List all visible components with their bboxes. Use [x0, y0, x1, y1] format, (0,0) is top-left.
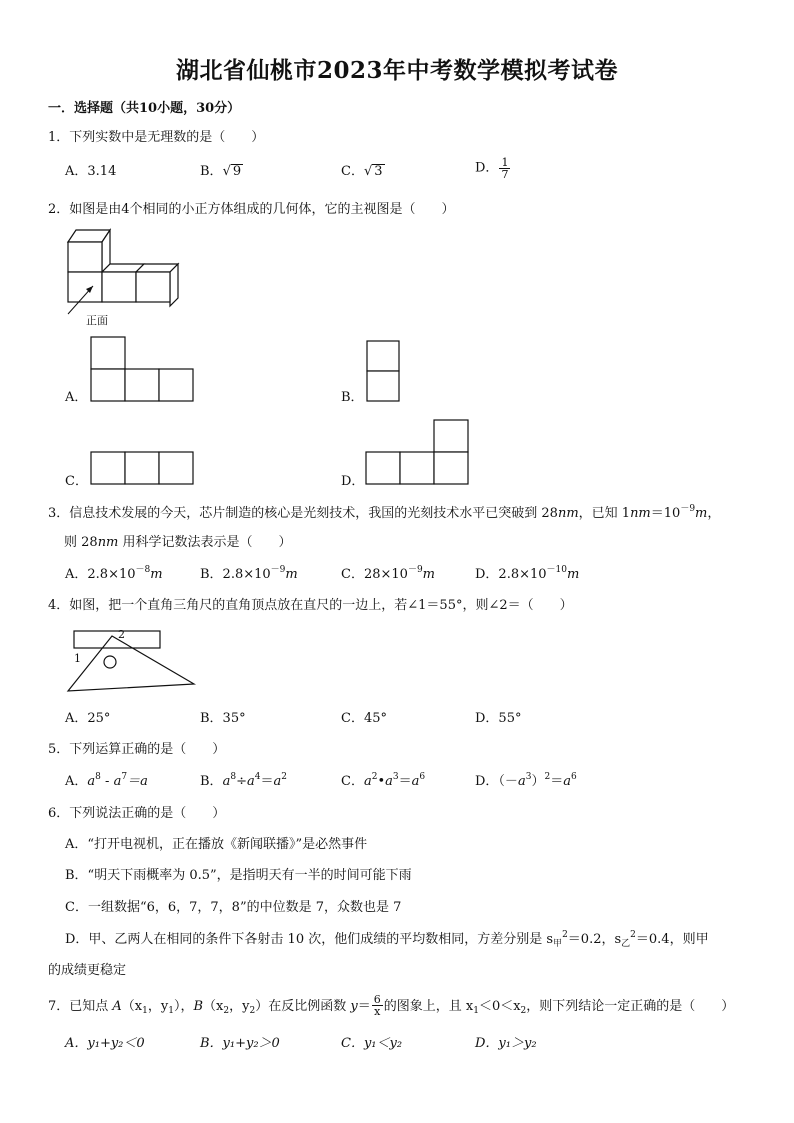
subscript: 乙	[621, 939, 631, 949]
exp: 2	[281, 772, 287, 782]
sqrt-symbol: √ 3	[363, 164, 383, 179]
q3-option-b[interactable]	[200, 567, 298, 583]
result: ＝a	[127, 774, 148, 789]
q1-option-c[interactable]	[341, 164, 385, 180]
text: ＝	[357, 999, 371, 1014]
exp: 2	[544, 772, 551, 782]
q2-3d-solid-figure	[60, 226, 190, 336]
text: ，y	[147, 999, 169, 1014]
q3-option-c[interactable]	[341, 567, 435, 583]
q7-option-a[interactable]: A．y₁+y₂＜0	[65, 1036, 145, 1051]
q2-option-b-view	[366, 341, 401, 403]
exponent: －9	[270, 565, 286, 575]
q4-stem: 4．如图，把一个直角三角尺的直角顶点放在直尺的一边上，若∠1＝55°，则∠2＝（ ）	[48, 598, 573, 613]
sqrt-symbol: √ 9	[222, 164, 242, 179]
label: D．（－	[475, 774, 518, 789]
q7-option-b[interactable]: B．y₁+y₂＞0	[200, 1036, 280, 1051]
base: D．2.8×10	[475, 567, 547, 582]
text: 用科学记数法表示是（ ）	[118, 535, 292, 550]
label: C．	[341, 774, 364, 789]
subscript: 1	[142, 1006, 148, 1016]
q2-option-c-view	[90, 451, 195, 485]
unit: nm	[97, 535, 119, 550]
text: ，则下列结论一定正确的是（ ）	[526, 999, 735, 1014]
text: ），	[173, 999, 194, 1014]
subscript: 2	[520, 1006, 527, 1016]
exponent: －10	[546, 565, 567, 575]
q1-c-radicand: 3	[374, 164, 383, 179]
text: 则 28	[64, 535, 98, 550]
q4-option-c[interactable]: C．45°	[341, 711, 387, 726]
angle-1-label: 1	[74, 652, 81, 665]
exp: 8	[95, 772, 101, 782]
var: a	[113, 774, 122, 789]
q2-option-b-label[interactable]: B．	[341, 390, 364, 405]
q4-option-d[interactable]: D．55°	[475, 711, 522, 726]
base: C．28×10	[341, 567, 408, 582]
q1-option-d[interactable]	[475, 157, 511, 180]
op: ）	[531, 774, 545, 789]
front-label: 正面	[86, 314, 108, 327]
text: D．甲、乙两人在相同的条件下各射击 10 次，他们成绩的平均数相同，方差分别是 s	[65, 932, 554, 947]
q7-option-c[interactable]: C．y₁＜y₂	[341, 1036, 403, 1051]
var: a	[273, 774, 282, 789]
subscript: 2	[249, 1006, 256, 1016]
q5-stem: 5．下列运算正确的是（ ）	[48, 742, 226, 757]
subscript: 1	[168, 1006, 174, 1016]
q6-stem: 6．下列说法正确的是（ ）	[48, 806, 226, 821]
text: ）在反比例函数	[255, 999, 351, 1014]
text: （x	[203, 999, 224, 1014]
unit: m	[695, 506, 708, 521]
text: 的图象上，且 x	[383, 999, 474, 1014]
var: a	[517, 774, 526, 789]
q5-option-d[interactable]	[475, 774, 577, 790]
numerator: 6	[373, 993, 381, 1006]
unit: m	[285, 567, 298, 582]
base: B．2.8×10	[200, 567, 271, 582]
var: a	[246, 774, 255, 789]
text: ＝0.4，则甲	[635, 932, 709, 947]
q3-stem-line2	[64, 535, 292, 551]
exponent: －8	[135, 565, 151, 575]
op: -	[100, 774, 114, 789]
q2-option-a-view	[90, 337, 195, 402]
var: y	[350, 999, 358, 1014]
point: B	[193, 999, 204, 1014]
numerator: 1	[501, 156, 509, 169]
section-heading: 一．选择题（共10小题，30分）	[48, 101, 241, 116]
q5-option-c[interactable]	[341, 774, 425, 790]
unit: m	[422, 567, 435, 582]
denominator: x	[374, 1005, 381, 1018]
text: ＝10	[650, 506, 681, 521]
q4-ruler-triangle-figure	[64, 628, 199, 694]
exp: 3	[392, 772, 399, 782]
q2-option-a-label[interactable]: A．	[65, 390, 88, 405]
text: ，	[707, 506, 721, 521]
exp: 6	[570, 772, 577, 782]
text: ，y	[229, 999, 250, 1014]
q1-option-a[interactable]: A．3.14	[65, 164, 117, 179]
op: ＝	[260, 774, 274, 789]
q6-option-a[interactable]: A．“打开电视机，正在播放《新闻联播》”是必然事件	[65, 837, 368, 852]
var: a	[222, 774, 231, 789]
unit: m	[567, 567, 580, 582]
text: ，已知 1	[578, 506, 631, 521]
q6-option-d-line2: 的成绩更稳定	[48, 963, 127, 978]
q6-option-b[interactable]: B．“明天下雨概率为 0.5”，是指明天有一半的时间可能下雨	[65, 868, 412, 883]
label: A．	[65, 774, 88, 789]
exp: 8	[230, 772, 237, 782]
fraction	[499, 157, 510, 180]
fraction	[372, 994, 383, 1017]
exp: 3	[525, 772, 532, 782]
q2-option-d-view	[366, 419, 470, 485]
var: a	[563, 774, 571, 789]
text: （x	[121, 999, 143, 1014]
q5-option-b[interactable]	[200, 774, 287, 790]
op: ÷	[236, 774, 247, 789]
q1-c-label: C．	[341, 164, 364, 179]
q7-option-d[interactable]: D．y₁＞y₂	[475, 1036, 537, 1051]
q4-option-a[interactable]: A．25°	[65, 711, 111, 726]
q7-stem	[48, 994, 734, 1017]
page-title: 湖北省仙桃市2023年中考数学模拟考试卷	[175, 57, 618, 84]
subscript: 2	[223, 1006, 230, 1016]
q3-option-a[interactable]	[65, 567, 163, 583]
q1-b-radicand: 9	[232, 164, 242, 179]
var: a	[363, 774, 372, 789]
q6-option-d-line1[interactable]	[65, 932, 709, 948]
base: A．2.8×10	[65, 567, 136, 582]
exp: 2	[371, 772, 378, 782]
angle-2-label: 2	[118, 628, 125, 641]
denominator: 7	[501, 168, 509, 181]
subscript: 1	[473, 1006, 479, 1016]
op: •	[377, 774, 386, 789]
q6-option-c[interactable]: C．一组数据“6，6，7，7，8”的中位数是 7，众数也是 7	[65, 900, 402, 915]
unit: nm	[557, 506, 579, 521]
q4-option-b[interactable]: B．35°	[200, 711, 246, 726]
label: B．	[200, 774, 223, 789]
text: ＜0＜x	[478, 999, 521, 1014]
exponent: －9	[407, 565, 423, 575]
text: ＝0.2，s	[567, 932, 622, 947]
q3-stem-line1	[48, 506, 720, 522]
q1-b-label: B．	[200, 164, 223, 179]
q1-stem: 1．下列实数中是无理数的是（ ）	[48, 130, 265, 145]
text: 3．信息技术发展的今天，芯片制造的核心是光刻技术，我国的光刻技术水平已突破到 28	[48, 506, 558, 521]
op: ＝	[398, 774, 412, 789]
q2-option-d-label[interactable]: D．	[341, 474, 365, 489]
q1-option-b[interactable]	[200, 164, 243, 180]
point: A	[112, 999, 122, 1014]
q2-stem: 2．如图是由4个相同的小正方体组成的几何体，它的主视图是（ ）	[48, 202, 455, 217]
unit: nm	[630, 506, 651, 521]
exponent: －9	[680, 504, 696, 514]
superscript: 2	[562, 930, 568, 940]
q2-option-c-label[interactable]: C．	[65, 474, 88, 489]
op: ＝	[550, 774, 564, 789]
q1-d-label: D．	[475, 160, 499, 176]
superscript: 2	[630, 930, 636, 940]
q3-option-d[interactable]	[475, 567, 579, 583]
exp: 7	[121, 772, 128, 782]
var: a	[385, 774, 393, 789]
var: a	[87, 774, 96, 789]
exp: 4	[254, 772, 261, 782]
unit: m	[150, 567, 163, 582]
text: 7．已知点	[48, 999, 113, 1014]
subscript: 甲	[553, 939, 563, 949]
exp: 6	[419, 772, 426, 782]
var: a	[411, 774, 420, 789]
q5-option-a[interactable]	[65, 774, 148, 790]
